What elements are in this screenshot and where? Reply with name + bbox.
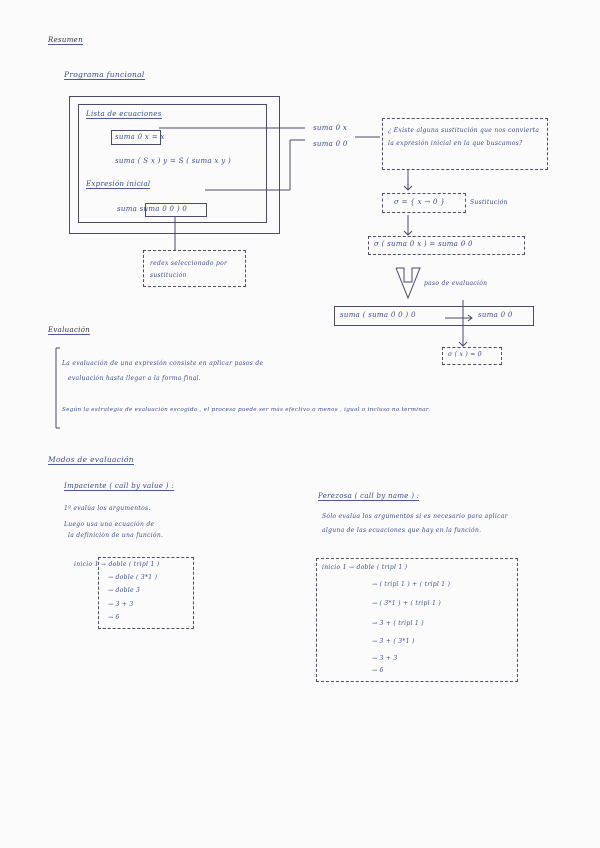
eval-result: suma 0 0	[478, 311, 513, 319]
initial-expression: suma suma 0 0 ) 0	[117, 205, 188, 213]
suma-0-x: suma 0 x	[313, 124, 348, 132]
equation-2: suma ( S x ) y = S ( suma x y )	[115, 157, 232, 165]
eager-line-1: 1º evalúa los argumentos.	[64, 505, 151, 512]
sigma-equation: σ ( suma 0 x ) = suma 0 0	[374, 240, 473, 248]
bullet-2: Según la estrategia de evaluación escogida , el proceso puede ser más efectivo o menos , igual o incluso no terminar.	[62, 407, 431, 413]
lazy-step: → ( tripl 1 ) + ( tripl 1 )	[372, 581, 451, 588]
lazy-line-2: alguna de las ecuaciones que hay en la función.	[322, 527, 482, 534]
eval-expression: suma ( suma 0 0 ) 0	[340, 311, 416, 319]
lazy-heading: Perezosa ( call by name ) :	[318, 492, 420, 500]
eager-line-3: la definición de una función.	[68, 532, 164, 539]
lazy-step: → ( 3*1 ) + ( tripl 1 )	[372, 600, 441, 607]
lazy-line-1: Sólo evalúa los argumentos si es necesario para aplicar	[322, 513, 508, 520]
eager-step: → 3 + 3	[108, 601, 134, 608]
eager-heading: Impaciente ( call by value ) :	[64, 482, 175, 490]
sigma-substitution: σ = { x → 0 }	[394, 198, 446, 206]
question-text: ¿ Existe alguna sustitución que nos convierta la expresión inicial en la que buscamos?	[388, 127, 540, 147]
section-heading-programa: Programa funcional	[64, 70, 145, 79]
eager-step: inicio 1 → doble ( tripl 1 )	[74, 561, 160, 568]
eager-step: → 6	[108, 614, 120, 621]
evaluation-heading: Evaluación	[48, 326, 91, 334]
bullet-1-line-2: evaluación hasta llegar a la forma final.	[68, 375, 202, 382]
lazy-step: → 3 + 3	[372, 655, 398, 662]
redex-note: redex seleccionado por sustitución	[150, 260, 228, 279]
lazy-step: → 3 + ( tripl 1 )	[372, 620, 424, 627]
sigma-small: σ ( x ) = 0	[448, 351, 482, 358]
suma-0-0: suma 0 0	[313, 140, 348, 148]
modes-heading: Modos de evaluación	[48, 455, 134, 464]
eager-line-2: Luego usa una ecuación de	[64, 521, 155, 528]
initial-expression-heading: Expresión inicial	[86, 180, 151, 188]
eager-step: → doble 3	[108, 587, 141, 594]
eager-step: → doble ( 3*1 )	[108, 574, 158, 581]
equation-1: suma 0 x = x	[115, 133, 165, 141]
lazy-step: → 3 + ( 3*1 )	[372, 638, 415, 645]
substitution-label: Sustitución	[470, 199, 508, 206]
lazy-step: → 6	[372, 667, 384, 674]
lazy-step: inicio 1 → doble ( tripl 1 )	[322, 564, 408, 571]
bullet-1-line-1: La evaluación de una expresión consiste en aplicar pasos de	[62, 360, 264, 367]
step-label: paso de evaluación	[424, 280, 488, 287]
page-title: Resumen	[48, 36, 83, 44]
equations-heading: Lista de ecuaciones	[86, 110, 162, 118]
